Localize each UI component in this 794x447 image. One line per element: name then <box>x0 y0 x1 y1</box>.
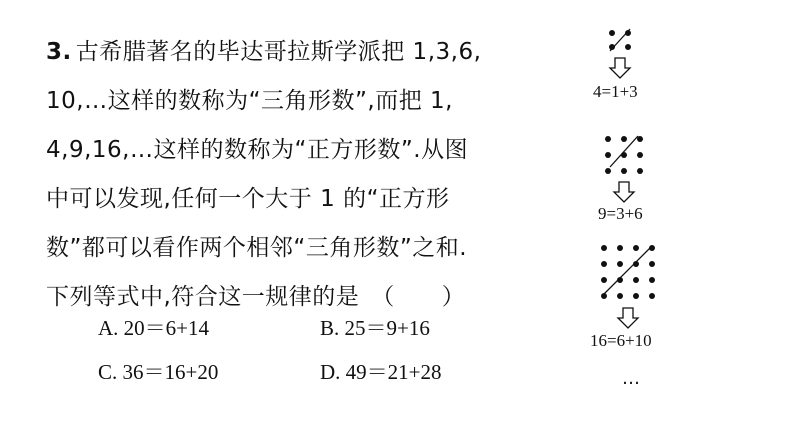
option-c[interactable]: C. 36＝16+20 <box>98 360 219 384</box>
question-line-4: 中可以发现,任何一个大于 1 的“正方形 <box>46 186 450 212</box>
dot <box>621 136 627 142</box>
option-a[interactable]: A. 20＝6+14 <box>98 316 210 340</box>
question-line-1 <box>46 28 516 77</box>
dot <box>637 168 643 174</box>
dot <box>649 261 655 267</box>
question-line-2: 10,…这样的数称为“三角形数”,而把 1, <box>46 88 453 114</box>
dot-figure-2x2 <box>600 26 644 82</box>
option-d[interactable]: D. 49＝21+28 <box>320 360 442 384</box>
dot <box>621 168 627 174</box>
ellipsis: … <box>622 368 641 389</box>
dot <box>605 168 611 174</box>
dot <box>649 277 655 283</box>
dot <box>601 245 607 251</box>
dot <box>637 152 643 158</box>
figure-3-label: 16=6+10 <box>590 331 652 350</box>
question-block <box>46 28 516 322</box>
question-number: 3. <box>46 39 72 65</box>
question-line-5: 数”都可以看作两个相邻“三角形数”之和. <box>46 235 468 261</box>
dot-figure-4x4 <box>596 240 660 332</box>
dot <box>617 261 623 267</box>
dot <box>601 277 607 283</box>
dot <box>633 277 639 283</box>
dot <box>625 44 631 50</box>
dot <box>601 261 607 267</box>
divider-line <box>604 246 652 294</box>
dot-figure-3x3 <box>598 132 650 206</box>
figure-2-label: 9=3+6 <box>598 204 643 223</box>
dot <box>633 293 639 299</box>
dot <box>617 245 623 251</box>
question-line-6: 下列等式中,符合这一规律的是 （ ） <box>46 284 466 310</box>
down-arrow-icon <box>610 58 630 78</box>
down-arrow-icon <box>614 182 634 202</box>
dot <box>605 136 611 142</box>
question-text-1: 古希腊著名的毕达哥拉斯学派把 1,3,6, <box>75 39 482 65</box>
option-b[interactable]: B. 25＝9+16 <box>320 316 430 340</box>
question-line-3: 4,9,16,…这样的数称为“正方形数”.从图 <box>46 137 469 163</box>
dot <box>609 30 615 36</box>
dot <box>617 293 623 299</box>
dot <box>605 152 611 158</box>
down-arrow-icon <box>618 308 638 328</box>
dot <box>633 245 639 251</box>
dot <box>649 293 655 299</box>
figure-1-label: 4=1+3 <box>593 82 638 101</box>
